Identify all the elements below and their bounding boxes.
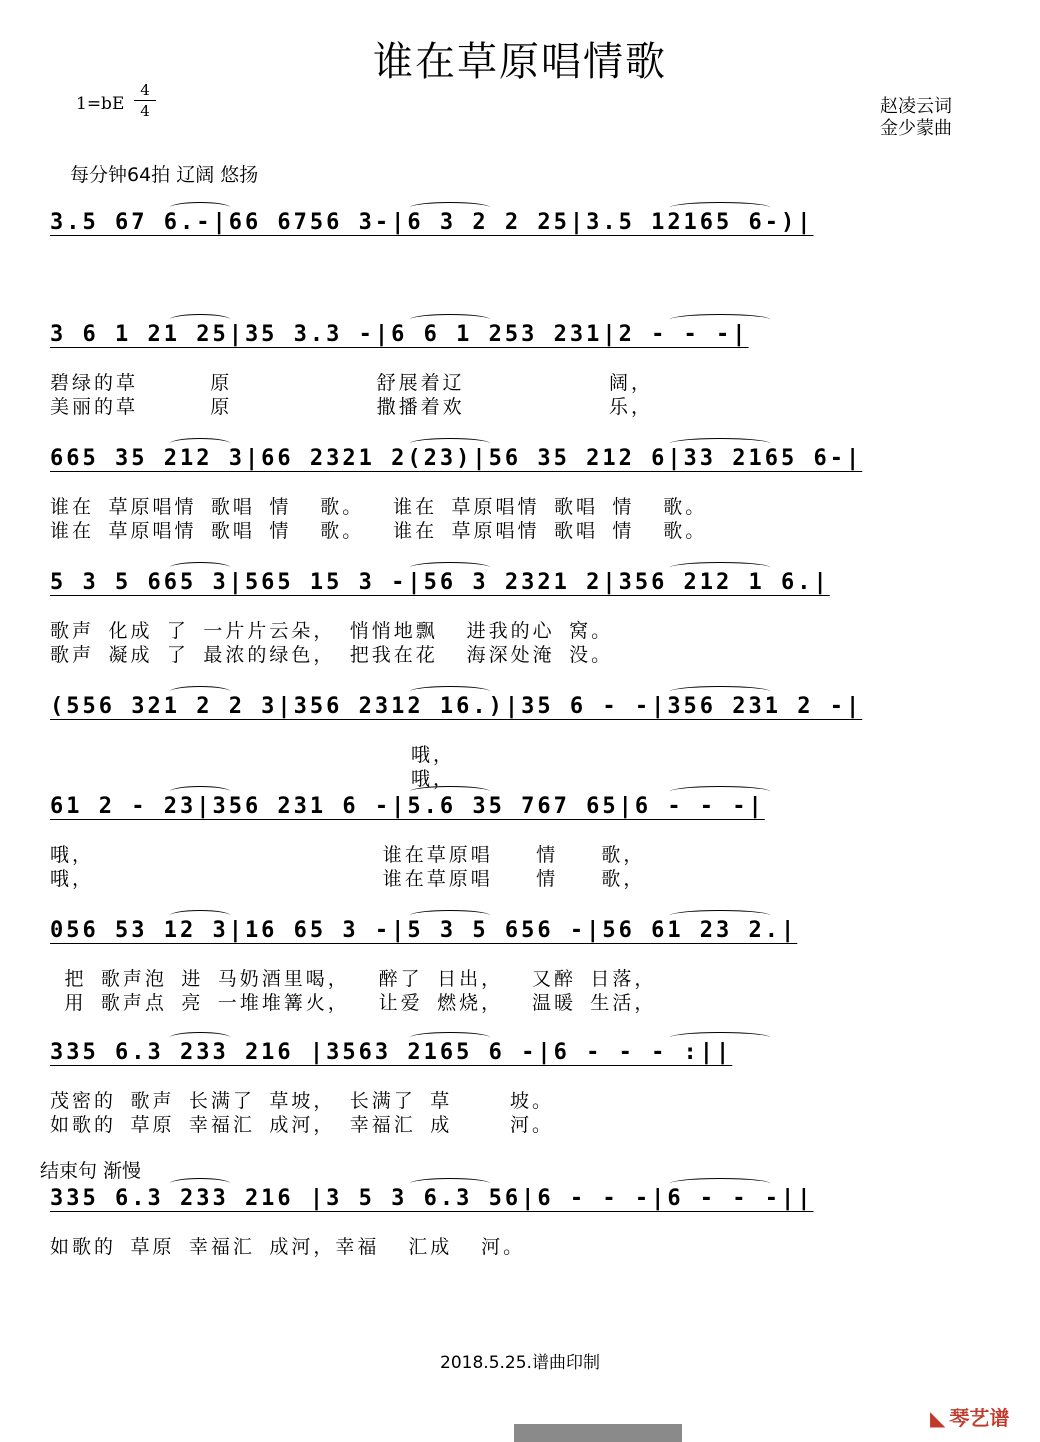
ending-label: 结束句 渐慢 bbox=[40, 1160, 142, 1182]
slur-mark bbox=[410, 1178, 490, 1189]
slur-mark bbox=[670, 686, 770, 697]
logo-text: 琴艺谱 bbox=[949, 1406, 1010, 1430]
slur-mark bbox=[670, 1178, 770, 1189]
slur-mark bbox=[410, 686, 490, 697]
time-signature-top: 4 bbox=[140, 81, 150, 99]
lyric-line: 美丽的草 原 撒播着欢 乐， bbox=[50, 396, 653, 418]
slur-mark bbox=[170, 314, 230, 325]
score-system-2 bbox=[50, 322, 990, 432]
footer-date: 2018.5.25.谱曲印制 bbox=[440, 1353, 600, 1373]
slur-mark bbox=[170, 438, 230, 449]
lyric-line: 如歌的 草原 幸福汇 成河， 幸福汇 成 河。 bbox=[50, 1114, 554, 1136]
slur-mark bbox=[670, 202, 770, 213]
key-signature: 1=bE bbox=[76, 94, 125, 114]
notation-line: 056 53 12 3|16 65 3 -|5 3 5 656 -|56 61 23 2.| bbox=[50, 918, 798, 943]
brand-logo bbox=[930, 1402, 1009, 1431]
notation-line: 3.5 67 6.-|66 6756 3-|6 3 2 2 25|3.5 12165 6-)| bbox=[50, 210, 814, 235]
slur-mark bbox=[410, 786, 490, 797]
logo-icon: ◣ bbox=[930, 1406, 946, 1430]
slur-mark bbox=[410, 202, 490, 213]
lyric-line: 哦， 谁在草原唱 情 歌， bbox=[50, 868, 646, 890]
notation-line: 335 6.3 233 216 |3 5 3 6.3 56|6 - - -|6 - - -|| bbox=[50, 1186, 814, 1211]
lyric-line: 哦， bbox=[50, 744, 455, 766]
lyric-line: 哦， bbox=[50, 768, 455, 790]
tempo-marking: 每分钟64拍 辽阔 悠扬 bbox=[70, 164, 259, 186]
score-system-7 bbox=[50, 918, 990, 1028]
score-system-3 bbox=[50, 446, 990, 556]
slur-mark bbox=[670, 1032, 770, 1043]
slur-mark bbox=[410, 1032, 490, 1043]
slur-mark bbox=[170, 1178, 230, 1189]
slur-mark bbox=[670, 910, 770, 921]
slur-mark bbox=[170, 786, 230, 797]
slur-mark bbox=[670, 786, 770, 797]
notation-line: 665 35 212 3|66 2321 2(23)|56 35 212 6|33 2165 6-| bbox=[50, 446, 863, 471]
score-system-4 bbox=[50, 570, 990, 680]
slur-mark bbox=[170, 202, 230, 213]
slur-mark bbox=[670, 438, 770, 449]
slur-mark bbox=[670, 314, 770, 325]
time-signature-bottom: 4 bbox=[134, 100, 156, 121]
score-system-9 bbox=[50, 1186, 990, 1296]
slur-mark bbox=[410, 910, 490, 921]
lyric-line: 用 歌声点 亮 一堆堆篝火， 让爱 燃烧， 温暖 生活， bbox=[50, 992, 657, 1014]
notation-line: 5 3 5 665 3|565 15 3 -|56 3 2321 2|356 212 1 6.| bbox=[50, 570, 830, 595]
lyric-line: 把 歌声泡 进 马奶酒里喝， 醉了 日出， 又醉 日落， bbox=[50, 968, 657, 990]
credits bbox=[880, 96, 952, 140]
horizontal-scrollbar[interactable] bbox=[514, 1424, 682, 1442]
lyric-line: 哦， 谁在草原唱 情 歌， bbox=[50, 844, 646, 866]
lyric-line: 碧绿的草 原 舒展着辽 阔， bbox=[50, 372, 653, 394]
lyric-line: 茂密的 歌声 长满了 草坡， 长满了 草 坡。 bbox=[50, 1090, 554, 1112]
slur-mark bbox=[410, 438, 490, 449]
lyric-line: 谁在 草原唱情 歌唱 情 歌。 谁在 草原唱情 歌唱 情 歌。 bbox=[50, 496, 708, 518]
lyric-line: 歌声 凝成 了 最浓的绿色， 把我在花 海深处淹 没。 bbox=[50, 644, 614, 666]
composer: 金少蒙曲 bbox=[880, 118, 952, 139]
time-signature bbox=[134, 80, 156, 121]
slur-mark bbox=[170, 910, 230, 921]
slur-mark bbox=[170, 562, 230, 573]
lyric-line: 谁在 草原唱情 歌唱 情 歌。 谁在 草原唱情 歌唱 情 歌。 bbox=[50, 520, 708, 542]
notation-line: 3 6 1 21 25|35 3.3 -|6 6 1 253 231|2 - - -| bbox=[50, 322, 749, 347]
slur-mark bbox=[170, 1032, 230, 1043]
lyric-line: 歌声 化成 了 一片片云朵， 悄悄地飘 进我的心 窝。 bbox=[50, 620, 614, 642]
lyric-line: 如歌的 草原 幸福汇 成河，幸福 汇成 河。 bbox=[50, 1236, 526, 1258]
slur-mark bbox=[410, 314, 490, 325]
slur-mark bbox=[670, 562, 770, 573]
slur-mark bbox=[410, 562, 490, 573]
score-system-8 bbox=[50, 1040, 990, 1150]
lyricist: 赵凌云词 bbox=[880, 96, 952, 117]
notation-line: 61 2 - 23|356 231 6 -|5.6 35 767 65|6 - - -| bbox=[50, 794, 765, 819]
slur-mark bbox=[170, 686, 230, 697]
notation-line: 335 6.3 233 216 |3563 2165 6 -|6 - - - :|| bbox=[50, 1040, 733, 1065]
score-system-6 bbox=[50, 794, 990, 904]
notation-line: (556 321 2 2 3|356 2312 16.)|35 6 - -|356 231 2 -| bbox=[50, 694, 863, 719]
page-title: 谁在草原唱情歌 bbox=[373, 39, 667, 85]
score-system-1 bbox=[50, 210, 990, 320]
